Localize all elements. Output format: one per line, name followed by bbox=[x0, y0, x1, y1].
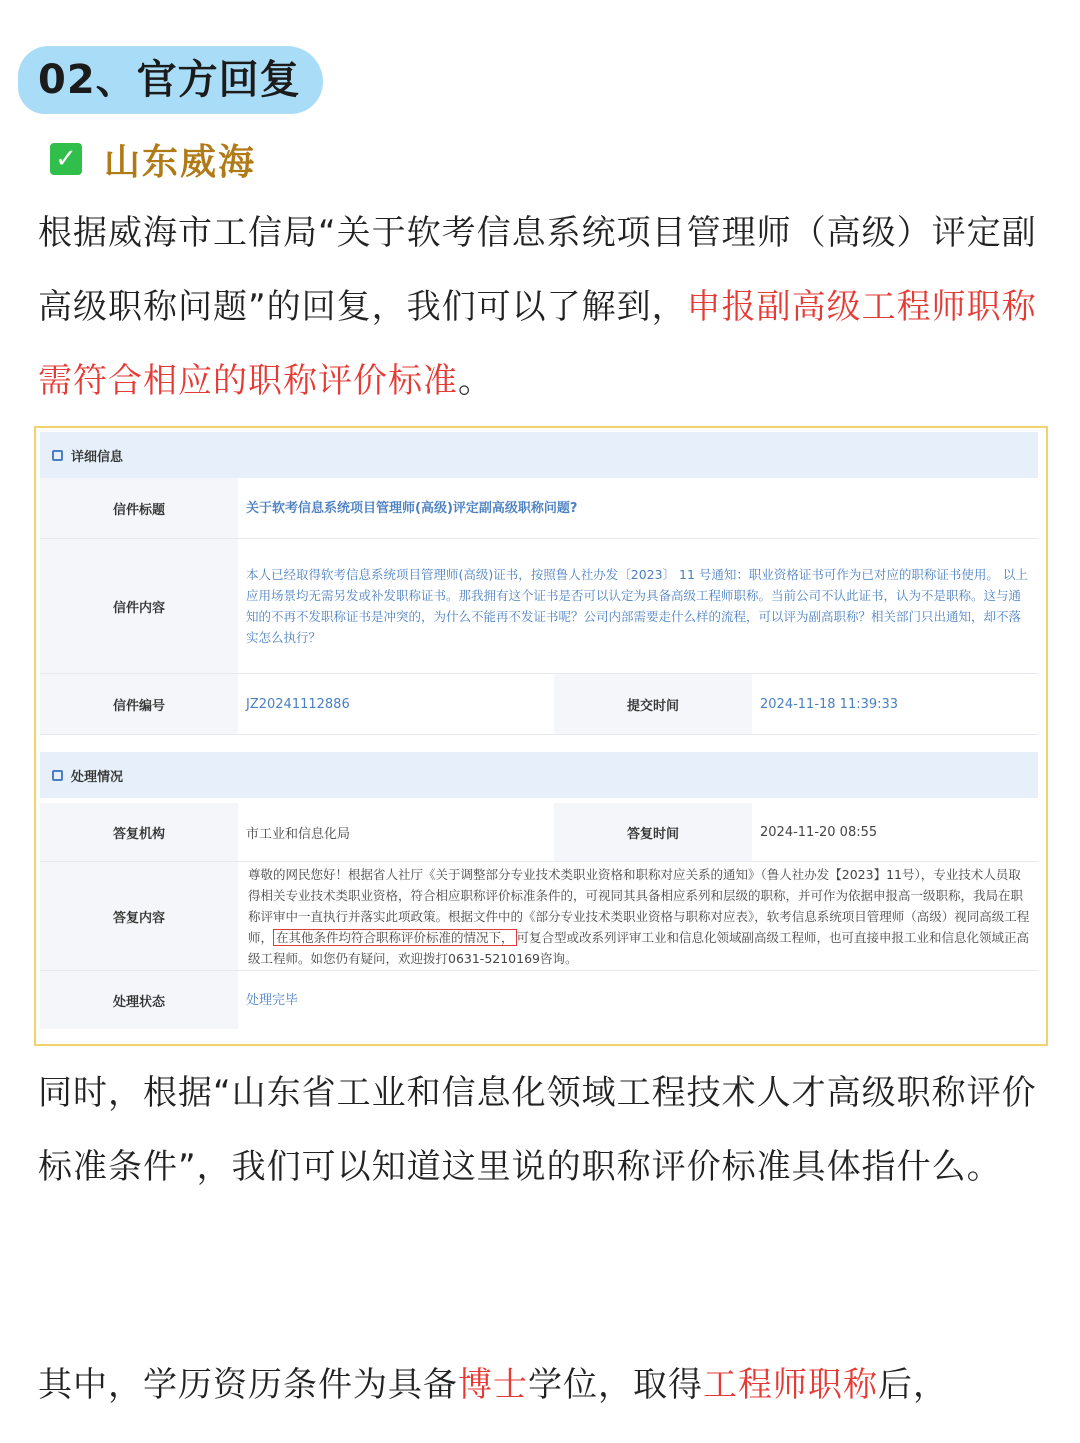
para3-highlight-engineer: 工程师职称 bbox=[703, 1365, 878, 1405]
status-label: 处理状态 bbox=[40, 971, 238, 1029]
title-row bbox=[40, 478, 1038, 539]
title-value: 关于软考信息系统项目管理师(高级)评定副高级职称问题? bbox=[246, 500, 578, 516]
content-row bbox=[40, 539, 1038, 674]
content-label: 信件内容 bbox=[40, 539, 238, 673]
reply-text-before: 尊敬的网民您好！根据省人社厅《关于调整部分专业技术类职业资格和职称对应关系的通知》（鲁人社办发【2023】11号），专业技术人员取得相关专业技术类职业资格，符合相应职称评价标准条件的，可视同其具备相应系列和层级的职称，并可作为依据申报高一级职称，我局在职称评审中一直执行并落实此项政策。根据文件中的《部分专业技术类职业资格与职称对应表》，软考信息系统项目管理师（高级）视同高级工程师， bbox=[248, 867, 1030, 945]
para1-highlight: 申报副高级工程师职称需符合相应的职称评价标准 bbox=[38, 287, 1037, 401]
embedded-screenshot bbox=[34, 426, 1048, 1046]
paragraph-3 bbox=[38, 1348, 1048, 1422]
reply-time-value: 2024-11-20 08:55 bbox=[760, 824, 878, 840]
process-section-header bbox=[40, 752, 1038, 798]
para3-text-a: 其中，学历资历条件为具备 bbox=[38, 1365, 458, 1405]
number-label: 信件编号 bbox=[40, 674, 238, 734]
section-icon bbox=[52, 450, 63, 461]
reply-content bbox=[238, 862, 1038, 970]
paragraph-1 bbox=[38, 196, 1048, 418]
checkbox-icon: ✓ bbox=[50, 143, 82, 175]
reply-text-after: 可复合型或改系列评审工业和信息化领域副高级工程师，也可直接申报工业和信息化领域正高级工程师。如您仍有疑问，欢迎拨打0631-5210169咨询。 bbox=[248, 930, 1030, 966]
status-row bbox=[40, 971, 539, 1029]
title-label: 信件标题 bbox=[40, 478, 238, 538]
para3-text-e: 后， bbox=[878, 1365, 948, 1405]
submit-label: 提交时间 bbox=[554, 674, 752, 734]
reply-label: 答复内容 bbox=[40, 862, 238, 970]
details-section-title: 详细信息 bbox=[71, 449, 124, 465]
para3-highlight-doctor: 博士 bbox=[458, 1365, 528, 1405]
org-row bbox=[40, 803, 1038, 862]
para1-end: 。 bbox=[458, 361, 493, 401]
org-value: 市工业和信息化局 bbox=[246, 826, 351, 842]
reply-highlight-box: 在其他条件均符合职称评价标准的情况下， bbox=[273, 929, 517, 946]
section-heading: 02、官方回复 bbox=[18, 46, 323, 114]
region-subheading bbox=[50, 134, 256, 184]
process-section-title: 处理情况 bbox=[71, 769, 124, 785]
details-section-header bbox=[40, 432, 1038, 478]
reply-time-label: 答复时间 bbox=[554, 803, 752, 861]
para1-text: 根据威海市工信局“关于软考信息系统项目管理师（高级）评定副高级职称问题”的回复，我们可以了解到， bbox=[38, 213, 1037, 327]
number-row bbox=[40, 674, 1038, 735]
section-icon bbox=[52, 770, 63, 781]
content-value: 本人已经取得软考信息系统项目管理师(高级)证书，按照鲁人社办发〔2023〕 11 号通知：职业资格证书可作为已对应的职称证书使用。 以上应用场景均无需另发或补发职称证书。那我拥有这个证书是否可以认定为具备高级工程师职称。当前公司不认此证书，认为不是职称。这与通知的不再不发职称证书是冲突的，为什么不能再不发证书呢？公司内部需要走什么样的流程，可以评为副高职称？相关部门只出通知，却不落实怎么执行？ bbox=[246, 567, 1028, 645]
org-label: 答复机构 bbox=[40, 803, 238, 861]
status-value: 处理完毕 bbox=[246, 992, 299, 1008]
reply-row bbox=[40, 862, 1038, 971]
paragraph-2: 同时，根据“山东省工业和信息化领域工程技术人才高级职称评价标准条件”，我们可以知道这里说的职称评价标准具体指什么。 bbox=[38, 1073, 1037, 1187]
region-label: 山东威海 bbox=[104, 141, 257, 183]
number-value: JZ20241112886 bbox=[246, 696, 350, 712]
submit-value: 2024-11-18 11:39:33 bbox=[760, 696, 899, 712]
para3-text-c: 学位，取得 bbox=[528, 1365, 703, 1405]
